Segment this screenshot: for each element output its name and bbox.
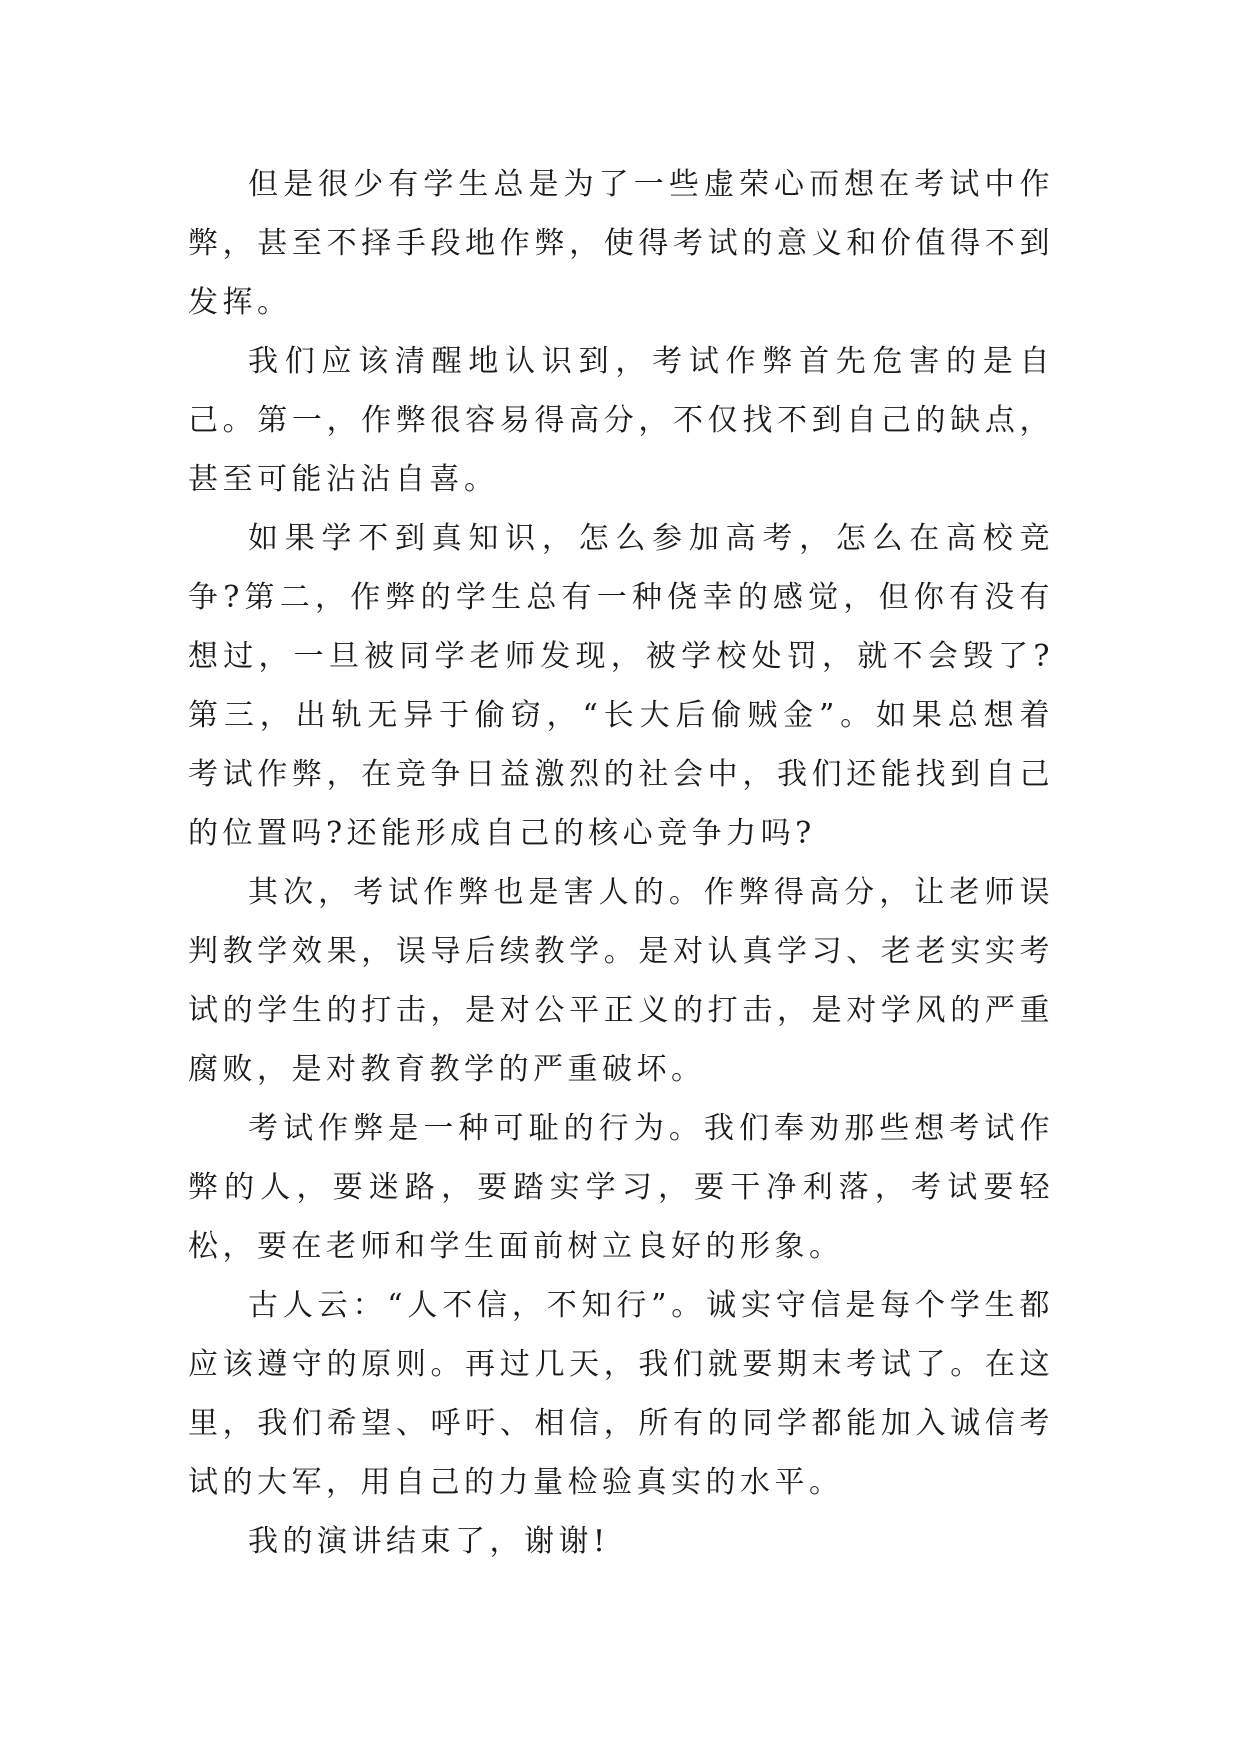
- paragraph: 我的演讲结束了，谢谢!: [248, 1524, 610, 1559]
- document-body: [188, 155, 1054, 1571]
- paragraph: 古人云：“人不信，不知行”。诚实守信是每个学生都应该遵守的原则。再过几天，我们就要期末考试了。在这里，我们希望、呼吁、相信，所有的同学都能加入诚信考试的大军，用自己的力量检验真实的水平。: [188, 1288, 1054, 1500]
- paragraph: 如果学不到真知识，怎么参加高考，怎么在高校竞争?第二，作弊的学生总有一种侥幸的感觉，但你有没有想过，一旦被同学老师发现，被学校处罚，就不会毁了?第三，出轨无异于偷窃，“长大后偷贼金”。如果总想着考试作弊，在竞争日益激烈的社会中，我们还能找到自己的位置吗?还能形成自己的核心竞争力吗?: [188, 521, 1054, 851]
- paragraph: 考试作弊是一种可耻的行为。我们奉劝那些想考试作弊的人，要迷路，要踏实学习，要干净利落，考试要轻松，要在老师和学生面前树立良好的形象。: [188, 1111, 1054, 1264]
- paragraph: 但是很少有学生总是为了一些虚荣心而想在考试中作弊，甚至不择手段地作弊，使得考试的意义和价值得不到发挥。: [188, 167, 1054, 320]
- paragraph: 我们应该清醒地认识到，考试作弊首先危害的是自己。第一，作弊很容易得高分，不仅找不到自己的缺点，甚至可能沾沾自喜。: [188, 344, 1054, 497]
- paragraph: 其次，考试作弊也是害人的。作弊得高分，让老师误判教学效果，误导后续教学。是对认真学习、老老实实考试的学生的打击，是对公平正义的打击，是对学风的严重腐败，是对教育教学的严重破坏。: [188, 875, 1054, 1087]
